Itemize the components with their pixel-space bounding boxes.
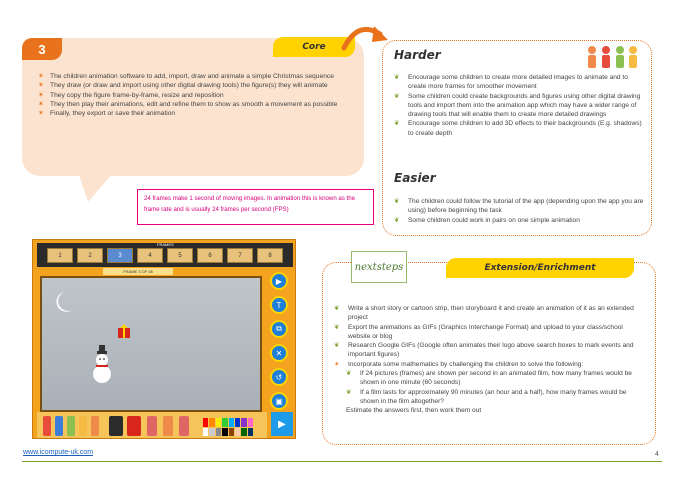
frame-rate-note: 24 frames make 1 second of moving images. In animation this is known as the frame rate and is usually 24 frames per second (FPS) <box>137 189 374 225</box>
list-item: ❦ Write a short story or cartoon strip, then storyboard it and create an animation of it as an extended project <box>334 305 634 322</box>
nextsteps-logo <box>351 251 407 283</box>
list-item: ❦ Export the animations as GIFs (Graphics Interchange Format) and upload to your class/school website or blog <box>334 323 623 340</box>
leaf-bullet-icon: ❦ <box>334 342 340 350</box>
right-toolbar <box>265 270 293 420</box>
frames-label: FRAMES <box>157 242 174 247</box>
extension-list <box>334 304 646 416</box>
canvas-scene <box>42 278 260 410</box>
list-item: ✶ They copy the figure frame-by-frame, resize and reposition <box>38 91 224 99</box>
stamp-icon <box>179 416 189 436</box>
color-swatch <box>209 428 214 437</box>
star-bullet-icon: ✶ <box>334 360 340 368</box>
undo-tool-icon: ↺ <box>270 368 288 386</box>
import-icon <box>109 416 123 436</box>
color-swatch <box>241 428 246 437</box>
color-swatch <box>235 418 240 427</box>
extension-banner: Extension/Enrichment <box>446 258 634 278</box>
easier-title: Easier <box>394 171 436 185</box>
core-list <box>38 72 358 118</box>
frame-thumb-selected: 3 <box>107 248 133 263</box>
filmstrip <box>37 243 293 267</box>
list-item: Estimate the answers first, then work them out <box>346 407 482 415</box>
list-item: ❦ Encourage some children to add 3D effects to their backgrounds (E.g. shadows) to create depth <box>394 120 642 137</box>
color-swatch <box>222 418 227 427</box>
list-item: ✶ Incorporate some mathematics by challenging the children to solve the following: <box>334 360 584 368</box>
frame-thumb: 7 <box>227 248 253 263</box>
marker-icon <box>67 416 75 436</box>
save-tool-icon: ▣ <box>270 392 288 410</box>
logo-text: nextsteps <box>354 261 404 273</box>
duplicate-tool-icon: ⧉ <box>270 320 288 338</box>
color-swatch <box>216 428 221 437</box>
drawing-canvas <box>40 276 262 412</box>
website-link[interactable]: www.icompute-uk.com <box>23 449 94 456</box>
color-swatch <box>235 428 240 437</box>
color-swatch <box>248 428 253 437</box>
pencil-icon <box>55 416 63 436</box>
list-item: ❦ Some children could create backgrounds and figures using other digital drawing tools and import them into the animation app which may have a wider range of drawing tools that will enable them to create more detailed drawings <box>394 92 641 119</box>
star-bullet-icon: ✶ <box>38 110 44 118</box>
fill-icon <box>163 416 173 436</box>
snowman-icon <box>93 345 111 383</box>
animation-app-screenshot <box>32 239 296 439</box>
list-item: ✶ They draw (or draw and import using other digital drawing tools) the figure(s) they will animate <box>38 82 328 90</box>
moon-icon <box>56 292 72 312</box>
star-bullet-icon: ✶ <box>38 82 44 90</box>
leaf-bullet-icon: ❦ <box>394 198 400 205</box>
harder-list <box>394 73 646 138</box>
people-icon <box>584 44 640 70</box>
lesson-number-badge: 3 <box>22 38 62 60</box>
leaf-bullet-icon: ❦ <box>394 74 400 81</box>
frame-thumb: 2 <box>77 248 103 263</box>
list-item: ❦ Research Google GIFs (Google often animates their logo above search boxes to mark events and important figures) <box>334 342 634 359</box>
list-item: ✶ They then play their animations, edit and refine them to show as smooth a movement as possible <box>38 100 338 108</box>
color-swatch <box>229 428 234 437</box>
color-swatch <box>229 418 234 427</box>
leaf-bullet-icon: ❦ <box>334 323 340 331</box>
color-swatch <box>203 428 208 437</box>
clear-icon <box>127 416 141 436</box>
core-banner: Core <box>273 37 355 57</box>
leaf-bullet-icon: ❦ <box>334 305 340 312</box>
star-bullet-icon: ✶ <box>38 100 44 108</box>
star-bullet-icon: ✶ <box>38 73 44 80</box>
easier-list <box>394 197 646 225</box>
frame-thumb: 1 <box>47 248 73 263</box>
leaf-bullet-icon: ❦ <box>394 92 400 100</box>
list-item: ❦ Encourage some children to create more detailed images to animate and to create more frames for smoother movement <box>394 74 628 91</box>
color-swatch <box>241 418 246 427</box>
leaf-bullet-icon: ❦ <box>394 216 400 224</box>
frame-thumb: 4 <box>137 248 163 263</box>
text-tool-icon: T <box>270 296 288 314</box>
list-item: ✶ Finally, they export or save their animation <box>38 110 176 118</box>
leaf-bullet-icon: ❦ <box>346 370 352 378</box>
list-item: ✶ The children animation software to add, import, draw and animate a simple Christmas sequence <box>38 73 334 80</box>
footer-divider <box>22 461 662 462</box>
core-bubble-tail <box>78 172 114 202</box>
present-icon <box>118 324 130 338</box>
frame-thumb: 8 <box>257 248 283 263</box>
crayon-icon <box>79 416 87 436</box>
color-swatch <box>203 418 208 427</box>
shape-icon <box>147 416 157 436</box>
eraser-icon <box>91 416 99 436</box>
leaf-bullet-icon: ❦ <box>394 120 400 128</box>
frame-controls: FRAME 3 OF 08 <box>103 268 173 275</box>
page-number: 4 <box>655 451 659 458</box>
color-swatch <box>248 418 253 427</box>
bottom-toolbar <box>37 412 267 438</box>
list-item: ❦ If 24 pictures (frames) are shown per second in an animated film, how many frames would be shown in one minute (60 seconds) <box>346 370 632 387</box>
color-palette <box>203 418 253 436</box>
list-item: ❦ If a film lasts for approximately 90 minutes (an hour and a half), how many frames would be shown in the film altogether? <box>346 388 627 405</box>
list-item: ❦ Some children could work in pairs on one simple animation <box>394 216 580 224</box>
list-item: ❦ The children could follow the tutorial of the app (depending upon the app you are using) before beginning the task <box>394 198 644 215</box>
brush-icon <box>43 416 51 436</box>
leaf-bullet-icon: ❦ <box>346 388 352 396</box>
color-swatch <box>216 418 221 427</box>
delete-tool-icon: ✕ <box>270 344 288 362</box>
frame-thumb: 5 <box>167 248 193 263</box>
color-swatch <box>222 428 227 437</box>
next-frame-icon: ▶ <box>271 412 293 436</box>
frame-thumb: 6 <box>197 248 223 263</box>
harder-title: Harder <box>394 48 441 62</box>
play-tool-icon: ▶ <box>270 272 288 290</box>
star-bullet-icon: ✶ <box>38 91 44 99</box>
color-swatch <box>209 418 214 427</box>
